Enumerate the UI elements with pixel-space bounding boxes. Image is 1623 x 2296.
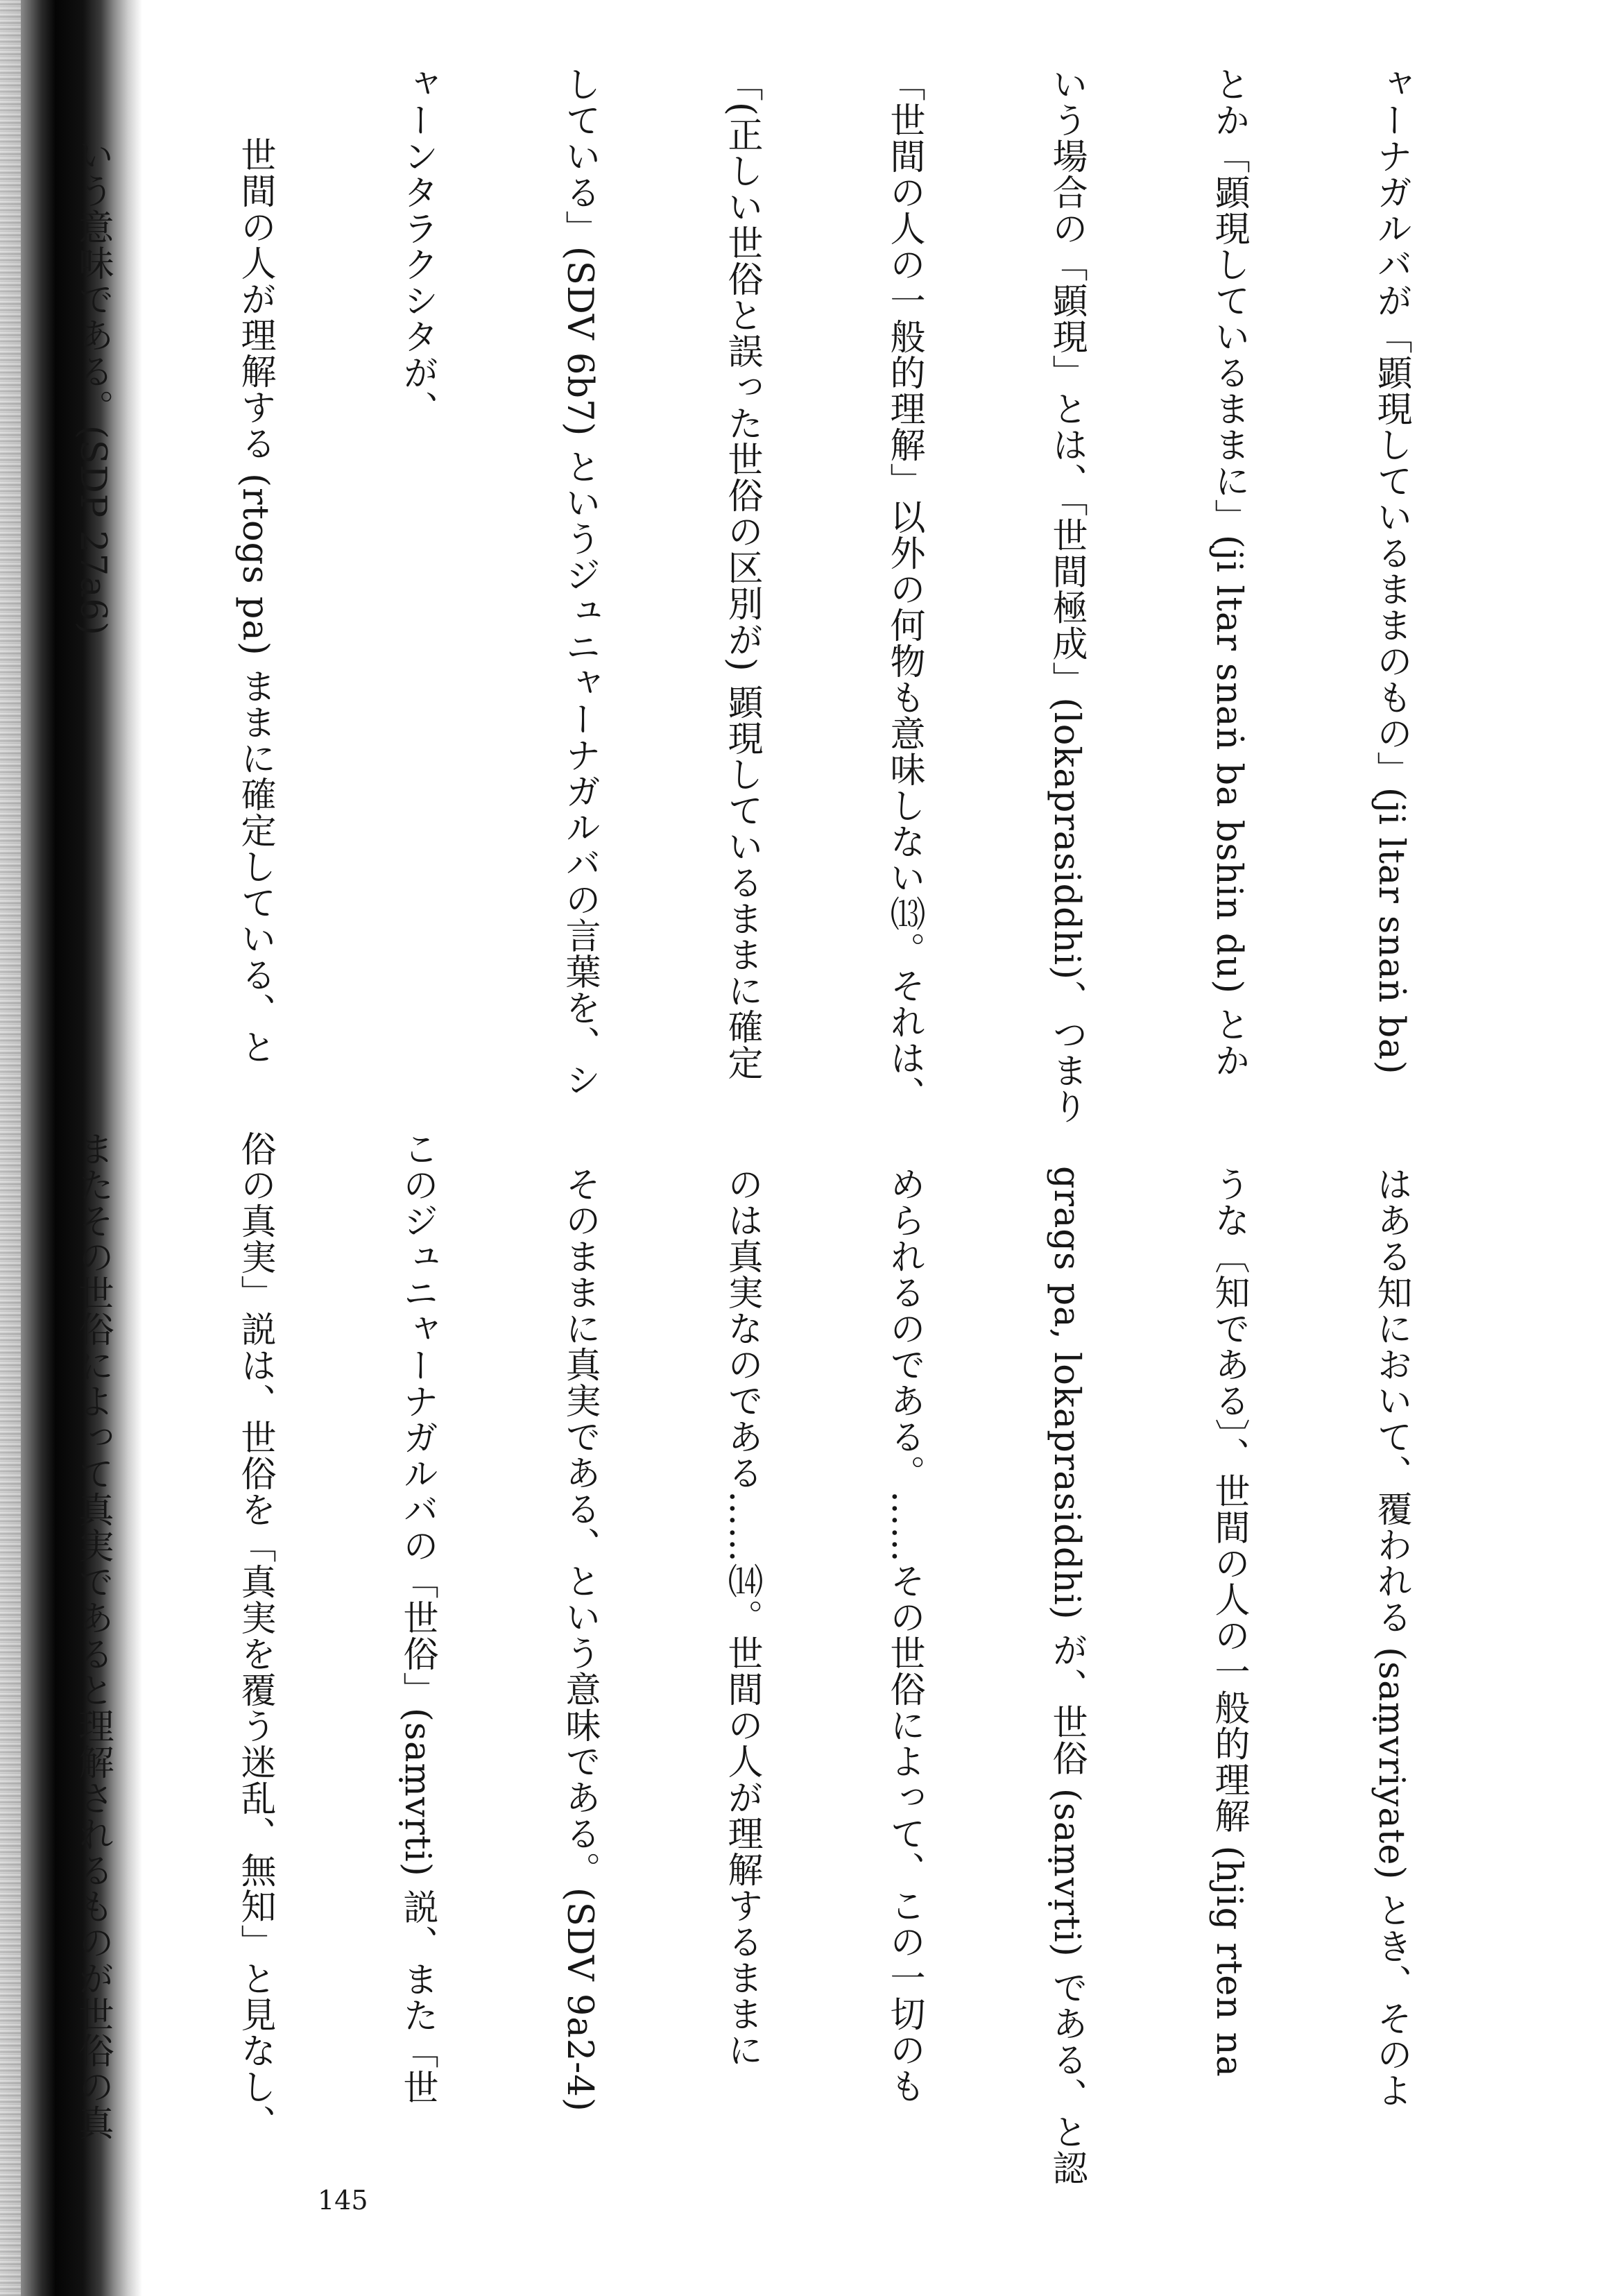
text-column: ャーナガルバが「顕現しているままのもの」(ji ltar snaṅ ba) — [1371, 66, 1411, 1075]
quote-column: grags pa, lokaprasiddhi) が、世俗 (saṃvṛti) である、と認 — [1046, 1166, 1087, 2186]
quote-column: いう意味である。(SDP 27a6) — [72, 137, 113, 636]
text-column: している」(SDV 6b7) というジュニャーナガルバの言葉を、シ — [559, 66, 600, 1098]
text-column: 俗の真実」説は、世俗を「真実を覆う迷乱、無知」と見なし、 — [234, 1131, 275, 2141]
text-column: とか「顕現しているままに」(ji ltar snaṅ ba bshin du) とか — [1208, 66, 1249, 1079]
quote-column: うな〔知である〕、世間の人の一般的理解 (hjig rten na — [1208, 1166, 1249, 2077]
quote-column: そのままに真実である、という意味である。(SDV 9a2-4) — [559, 1166, 600, 2112]
lower-text-block — [72, 1131, 1526, 2186]
quote-column: められるのである。……その世俗によって、この一切のも — [884, 1166, 925, 2104]
text-column: ャーンタラクシタが、 — [397, 66, 438, 427]
text-column: いう場合の「顕現」とは、「世間極成」(lokaprasiddhi)、つまり — [1046, 66, 1087, 1124]
quote-column: はある知において、覆われる (saṃvriyate) とき、そのよ — [1371, 1166, 1411, 2109]
text-column: このジュニャーナガルバの「世俗」(saṃvṛti) 説、また「世 — [397, 1131, 438, 2105]
upper-text-block — [72, 66, 1526, 1124]
text-column: またその世俗によって真実であると理解されるものが世俗の真 — [72, 1131, 113, 2141]
page-number: 145 — [318, 2185, 368, 2216]
quote-column: 世間の人が理解する (rtogs pa) ままに確定している、と — [234, 137, 275, 1065]
text-column: 「(正しい世俗と誤った世俗の区別が) 顕現しているままに確定 — [721, 66, 762, 1081]
text-column: 「世間の人の一般的理解」以外の何物も意味しない⒀。それは、 — [884, 66, 925, 1112]
quote-column: のは真実なのである……⒁。世間の人が理解するままに — [721, 1166, 762, 2068]
